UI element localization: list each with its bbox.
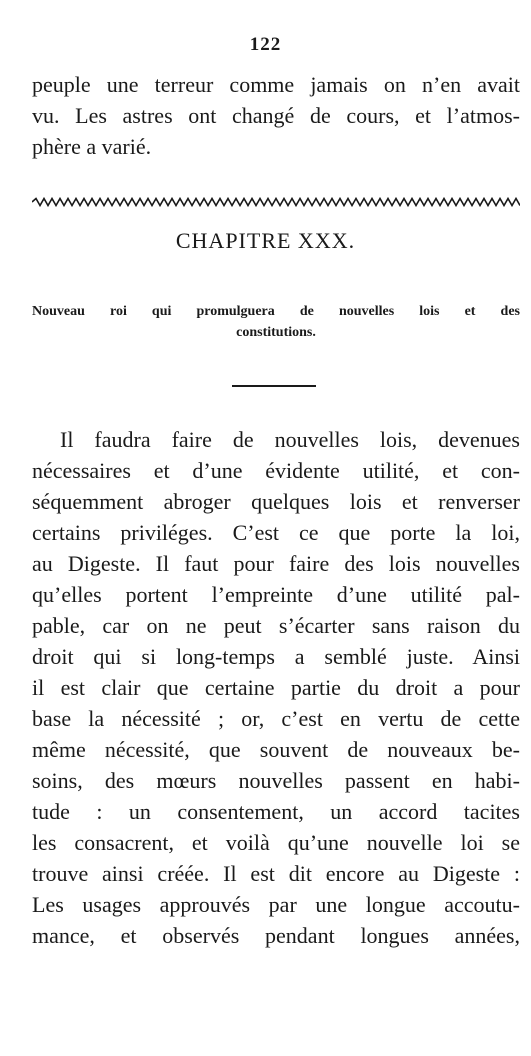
chapter-body xyxy=(32,424,520,951)
text-line: Les usages approuvés par une longue accoutu- xyxy=(32,892,520,917)
text-line: nécessaires et d’une évidente utilité, et con- xyxy=(32,458,520,483)
text-line: trouve ainsi créée. Il est dit encore au Digeste : xyxy=(32,861,520,886)
text-line: soins, des mœurs nouvelles passent en habi- xyxy=(32,768,520,793)
short-divider xyxy=(232,385,316,387)
page-number: 122 xyxy=(249,34,282,55)
text-line: il est clair que certaine partie du droit a pour xyxy=(32,675,520,700)
text-line: tude : un consentement, un accord tacites xyxy=(32,799,520,824)
text-line: vu. Les astres ont changé de cours, et l’atmos- xyxy=(32,103,520,128)
text-line: phère a varié. xyxy=(32,134,152,159)
text-line: droit qui si long-temps a semblé juste. Ainsi xyxy=(32,644,520,669)
text-line: les consacrent, et voilà qu’une nouvelle loi se xyxy=(32,830,520,855)
preceding-paragraph xyxy=(32,69,520,162)
chapter-title: CHAPITRE XXX. xyxy=(175,228,356,253)
wavy-separator xyxy=(32,196,520,208)
text-line: Il faudra faire de nouvelles lois, devenues xyxy=(60,427,520,452)
text-line: au Digeste. Il faut pour faire des lois nouvelles xyxy=(32,551,520,576)
chapter-subtitle xyxy=(32,301,520,343)
text-line: qu’elles portent l’empreinte d’une utilité pal- xyxy=(32,582,520,607)
chapter-subtitle-line: Nouveau roi qui promulguera de nouvelles lois et des xyxy=(32,304,520,319)
text-line: certains priviléges. C’est ce que porte la loi, xyxy=(32,520,520,545)
text-line: mance, et observés pendant longues années, xyxy=(32,923,520,948)
text-line: séquemment abroger quelques lois et renverser xyxy=(32,489,520,514)
text-line: peuple une terreur comme jamais on n’en avait xyxy=(32,72,520,97)
text-line: pable, car on ne peut s’écarter sans raison du xyxy=(32,613,520,638)
text-line: même nécessité, que souvent de nouveaux be- xyxy=(32,737,520,762)
chapter-subtitle-line: constitutions. xyxy=(236,325,316,340)
text-line: base la nécessité ; or, c’est en vertu de cette xyxy=(32,706,520,731)
